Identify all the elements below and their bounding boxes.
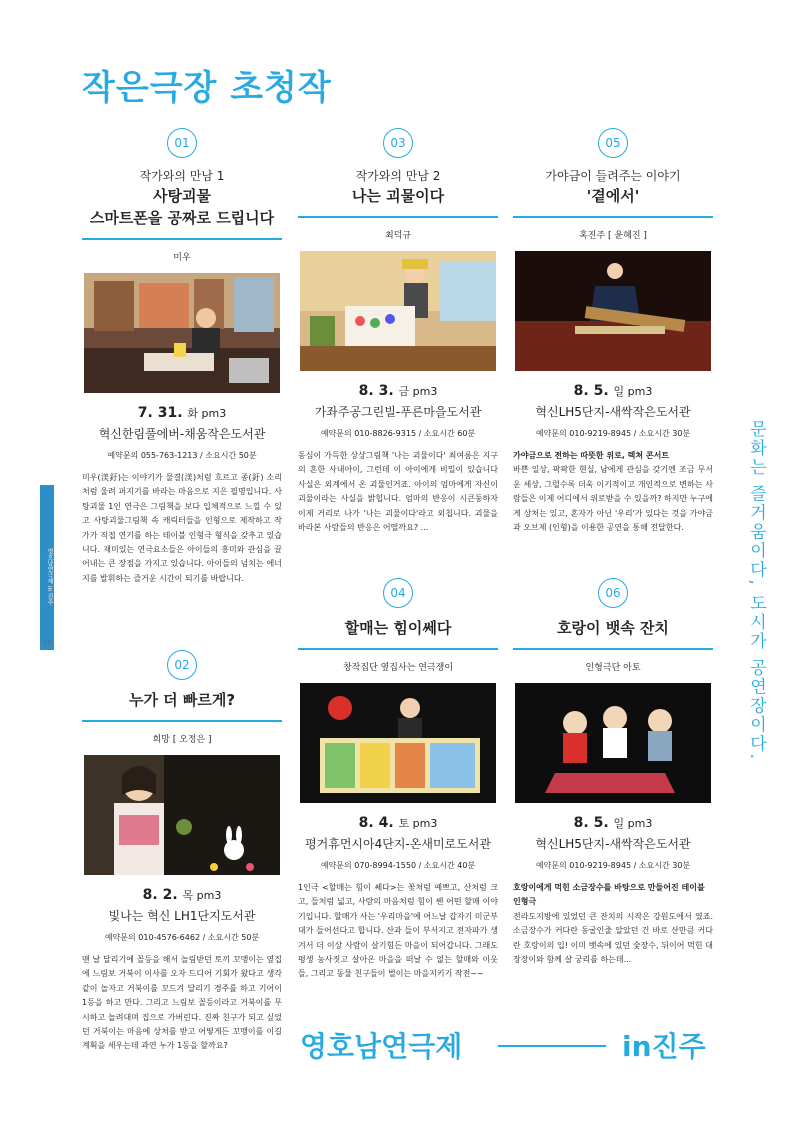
item-author: 혹진주 [ 윤혜진 ] bbox=[579, 231, 647, 241]
item-info: 예약문의 010-8826-9315 / 소요시간 60분 bbox=[320, 429, 476, 438]
item-title: 호랑이 뱃속 잔치 bbox=[557, 619, 669, 637]
item-03 bbox=[298, 128, 498, 535]
item-title: 할매는 힘이쎄다 bbox=[344, 619, 452, 637]
item-description: 전라도지방에 있었던 큰 잔치의 시작은 강원도에서 였죠. 소금장수가 커다란 동굴인줄 알았던 건 바로 산만큼 커다란 호랑이의 입! 이미 뱃속에 있던 숯장수, 뒤이어 먹힌 대장장이와 함께 살 궁리를 하는데... bbox=[513, 911, 713, 965]
item-number: 04 bbox=[383, 578, 413, 608]
divider bbox=[513, 648, 713, 650]
side-festival-label: 영호남연극제 in 진주 bbox=[46, 548, 53, 606]
item-venue: 가좌주공그린빌-푸른마을도서관 bbox=[314, 405, 482, 419]
item-title: 사탕괴물 bbox=[153, 187, 211, 205]
item-author: 미우 bbox=[173, 253, 191, 263]
divider bbox=[513, 216, 713, 218]
item-date: 8. 3. 금 pm3 bbox=[358, 383, 438, 399]
divider bbox=[298, 648, 498, 650]
item-description: 바쁜 일상, 팍팍한 현실, 남에게 관심을 갖기엔 조금 무서운 세상, 그럴수록 더욱 이기적이고 개인적으로 변하는 사람들은 이제 어디에서 위로받을 수 있을까? 하지만 누구에게 상처는 있고, 혼자가 아닌 '우리'가 있다는 것을 가야금과 오브제 (인형)을 이용한 공연을 통해 전달한다. bbox=[513, 465, 713, 533]
performance-photo bbox=[515, 683, 711, 803]
item-author: 최덕규 bbox=[384, 231, 412, 241]
item-02 bbox=[82, 650, 282, 1054]
item-date: 8. 5. 일 pm3 bbox=[573, 383, 653, 399]
vertical-slogan: 문화는 즐거움이다, 도시가 공연장이다. bbox=[746, 420, 766, 762]
item-info: 예약문의 010-9219-8945 / 소요시간 30분 bbox=[535, 429, 691, 438]
performance-photo bbox=[84, 755, 280, 875]
item-05 bbox=[513, 128, 713, 535]
performance-photo bbox=[84, 273, 280, 393]
item-description: 동심이 가득한 상상그림책 '나는 괴물이다' 최여름은 지구의 흔한 사내아이, 그런데 이 아이에게 비밀이 있습니다 사실은 외계에서 온 괴물인거죠. 아이의 엄마에게 자신이 괴물이라는 사실을 밝힙니다. 엄마의 반응이 시큰둥하자 이제 거리로 나가 '나는 괴물이다'라고 외칩니다. 괴물을 바라본 사람들의 반응은 어떨까요? ... bbox=[298, 451, 498, 533]
item-number: 06 bbox=[598, 578, 628, 608]
item-venue: 혁신LH5단지-새싹작은도서관 bbox=[535, 837, 691, 851]
item-venue: 혁신한림풀에버-채움작은도서관 bbox=[98, 427, 266, 441]
item-info: 예약문의 010-9219-8945 / 소요시간 30분 bbox=[535, 861, 691, 870]
item-01 bbox=[82, 128, 282, 586]
item-number: 03 bbox=[383, 128, 413, 158]
footer-location: in진주 bbox=[622, 1030, 706, 1063]
item-date: 8. 5. 일 pm3 bbox=[573, 815, 653, 831]
item-author: 창작집단 옆집사는 연극쟁이 bbox=[342, 663, 454, 673]
item-venue: 혁신LH5단지-새싹작은도서관 bbox=[535, 405, 691, 419]
item-04 bbox=[298, 578, 498, 982]
item-subtitle: 작가와의 만남 2 bbox=[355, 169, 441, 183]
item-description: 1인극 <할매는 힘이 쎄다>는 꽃처럼 예쁘고, 산처럼 크고, 들처럼 넓고, 사람의 마음처럼 힘이 쎈 어떤 할매 이야기입니다. 할매가 사는 '우리마을'에 어느날 갑자기 미군부대가 들어선다고 합니다. 산과 들이 부서지고 전자파가 생겨서 더 이상 사람이 살기힘든 마을이 되어갑니다. 그래도 평생 농사짓고 살아온 마을을 떠날 수 없는 할매와 이웃들, 그리고 동물 친구들이 벌이는 마을지키기 작전~~ bbox=[298, 883, 498, 979]
page-number: 13 bbox=[43, 640, 51, 647]
page-title: 작은극장 초청작 bbox=[82, 68, 332, 108]
item-author: 희망 [ 오정은 ] bbox=[152, 735, 212, 745]
item-venue: 빛나는 혁신 LH1단지도서관 bbox=[108, 909, 256, 923]
footer-divider bbox=[498, 1045, 606, 1047]
divider bbox=[298, 216, 498, 218]
divider bbox=[82, 720, 282, 722]
item-number: 02 bbox=[167, 650, 197, 680]
item-number: 01 bbox=[167, 128, 197, 158]
item-subtitle: 작가와의 만남 1 bbox=[139, 169, 225, 183]
item-title-line2: 스마트폰을 공짜로 드립니다 bbox=[89, 209, 275, 227]
item-date: 7. 31. 화 pm3 bbox=[137, 405, 227, 421]
item-info: 예약문의 070-8994-1550 / 소요시간 40분 bbox=[320, 861, 476, 870]
performance-photo bbox=[300, 683, 496, 803]
item-06 bbox=[513, 578, 713, 967]
item-subtitle: 가야금이 들려주는 이야기 bbox=[545, 169, 681, 183]
item-number: 05 bbox=[598, 128, 628, 158]
item-info: 예약문의 055-763-1213 / 소요시간 50분 bbox=[107, 451, 257, 460]
item-title: 누가 더 빠르게? bbox=[128, 691, 236, 709]
item-description-title: 호랑이에게 먹힌 소금장수를 바탕으로 만들어진 테이블 인형극 bbox=[513, 883, 705, 907]
performance-photo bbox=[300, 251, 496, 371]
item-venue: 평거휴먼시아4단지-온새미로도서관 bbox=[305, 837, 491, 851]
item-description: 맨 날 달리기에 꼴등을 해서 놀림받던 토끼 꼬맹이는 옆집에 느림보 거북이 이사를 오자 드디어 기회가 왔다고 생각 같이 놀자고 거북이를 꼬드겨 달리기 경주를 하고 기어이 1등을 하고 만다. 그리고 느림보 꼴등이라고 거북이를 무시하고 놀려대며 집으로 가버린다. 진짜 친구가 되고 싶었던 거북이는 마음에 상처를 받고 어떻게든 꼬맹이를 이길 계획을 세우는데 과연 누가 1등을 할까요? bbox=[82, 955, 282, 1051]
item-date: 8. 2. 목 pm3 bbox=[142, 887, 222, 903]
item-title: '곁에서' bbox=[586, 187, 640, 205]
item-description: 미우(渼釪)는 이야기가 물결(渼)처럼 흐르고 종(釪) 소리처럼 울려 퍼지기를 바라는 마음으로 지은 필명입니다. 사탕괴물 1인 연극은 그림책을 보다 입체적으로 느낄 수 있고 사탕괴물그림책 속 캐릭터들을 인형으로 제작하고 작가가 직접 연기를 하는 테이블 인형극 형식을 갖추고 있습니다. 재미있는 연극요소들은 아이들의 흥미와 관심을 끌어내는 큰 장점을 가지고 있습니다. 아이들의 넘치는 에너지를 발휘하는 즐거운 시간이 되기를 바랍니다. bbox=[82, 473, 282, 583]
footer-festival-name: 영호남연극제 bbox=[300, 1030, 463, 1063]
performance-photo bbox=[515, 251, 711, 371]
item-author: 인형극단 아토 bbox=[585, 663, 641, 673]
item-date: 8. 4. 토 pm3 bbox=[358, 815, 438, 831]
item-info: 예약문의 010-4576-6462 / 소요시간 50분 bbox=[104, 933, 260, 942]
divider bbox=[82, 238, 282, 240]
naver-brand: NAVER bbox=[21, 500, 31, 534]
item-description-title: 가야금으로 전하는 따뜻한 위로, 렉쳐 콘서트 bbox=[513, 451, 670, 460]
item-title: 나는 괴물이다 bbox=[351, 187, 445, 205]
